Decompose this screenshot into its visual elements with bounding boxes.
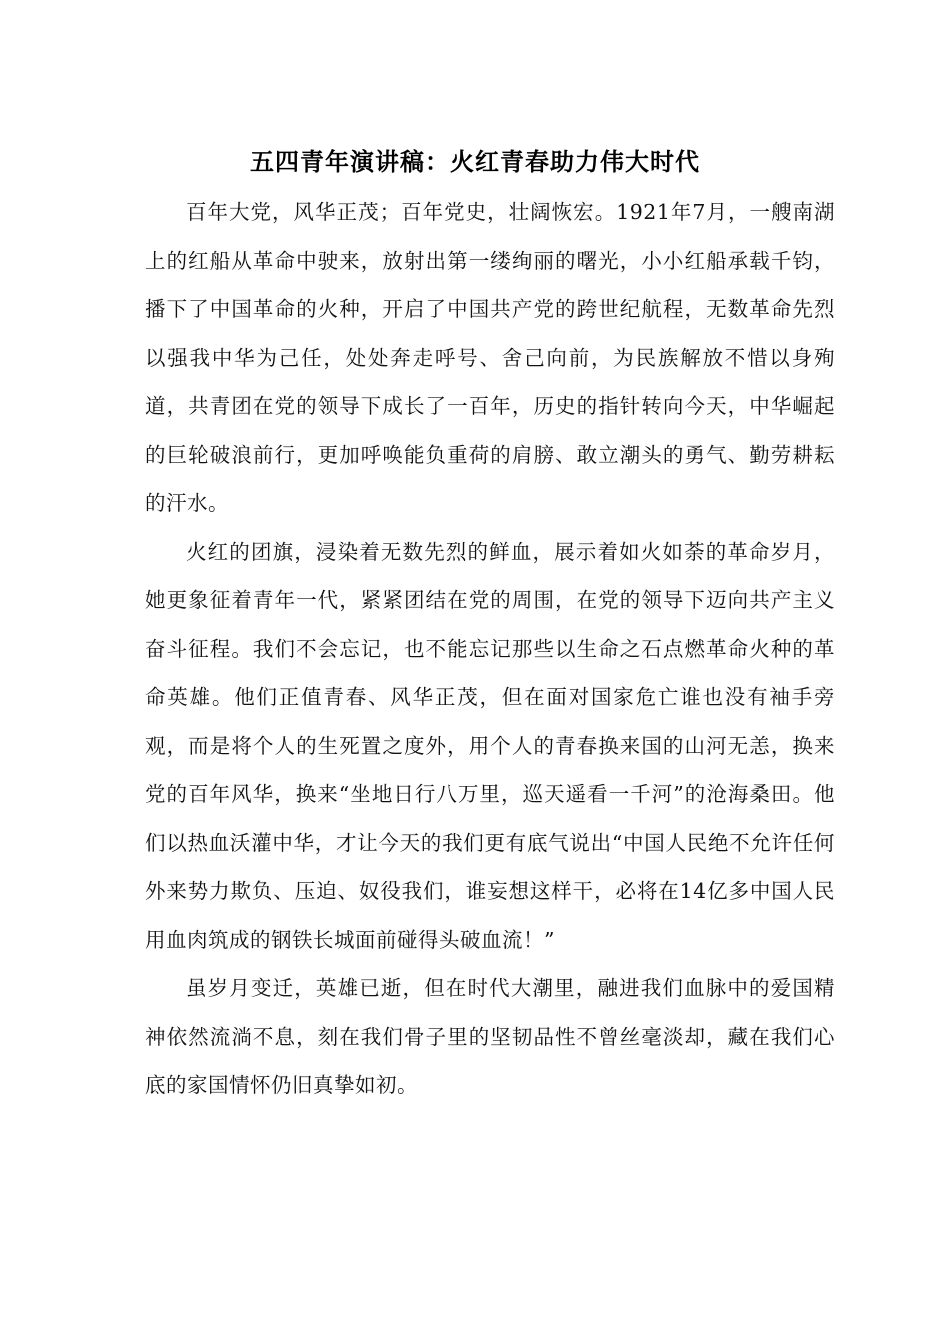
document-body [145,188,835,1110]
paragraph-3: 虽岁月变迁，英雄已逝，但在时代大潮里，融进我们血脉中的爱国精神依然流淌不息，刻在我们骨子里的坚韧品性不曾丝毫淡却，藏在我们心底的家国情怀仍旧真挚如初。 [145,976,835,1097]
paragraph-1: 百年大党，风华正茂；百年党史，壮阔恢宏。1921年7月，一艘南湖上的红船从革命中驶来，放射出第一缕绚丽的曙光，小小红船承载千钧，播下了中国革命的火种，开启了中国共产党的跨世纪航程，无数革命先烈以强我中华为己任，处处奔走呼号、舍己向前，为民族解放不惜以身殉道，共青团在党的领导下成长了一百年，历史的指针转向今天，中华崛起的巨轮破浪前行，更加呼唤能负重荷的肩膀、敢立潮头的勇气、勤劳耕耘的汗水。 [145,200,835,515]
document-title: 五四青年演讲稿：火红青春助力伟大时代 [250,148,700,176]
paragraph-2: 火红的团旗，浸染着无数先烈的鲜血，展示着如火如荼的革命岁月，她更象征着青年一代，紧紧团结在党的周围，在党的领导下迈向共产主义奋斗征程。我们不会忘记，也不能忘记那些以生命之石点燃革命火种的革命英雄。他们正值青春、风华正茂，但在面对国家危亡谁也没有袖手旁观，而是将个人的生死置之度外，用个人的青春换来国的山河无恙，换来党的百年风华，换来“坐地日行八万里，巡天遥看一千河”的沧海桑田。他们以热血沃灌中华，才让今天的我们更有底气说出“中国人民绝不允许任何外来势力欺负、压迫、奴役我们，谁妄想这样干，必将在14亿多中国人民用血肉筑成的钢铁长城面前碰得头破血流！” [145,539,835,952]
